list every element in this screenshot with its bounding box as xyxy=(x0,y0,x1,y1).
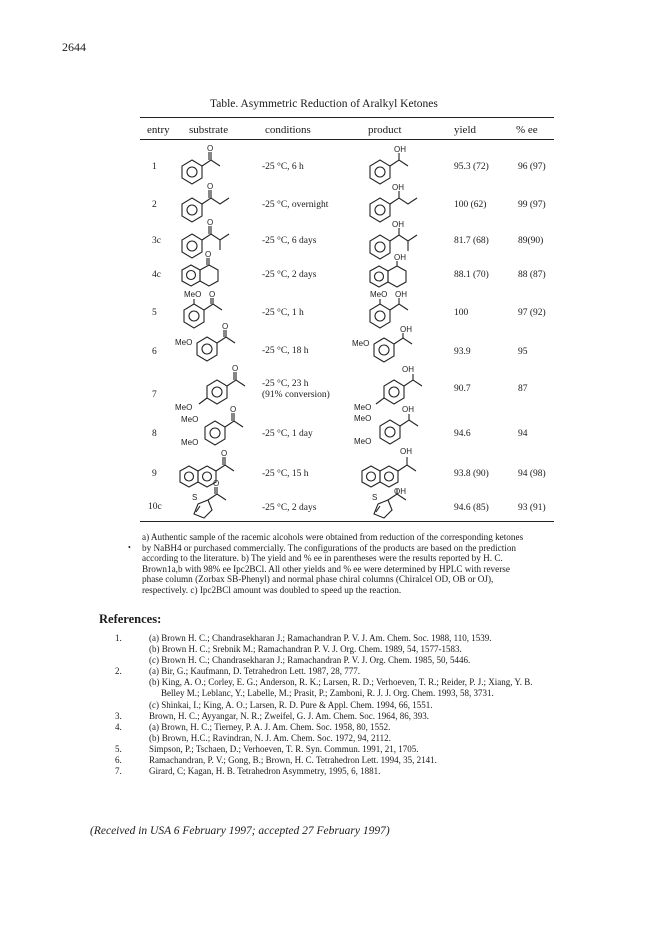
oh-label: OH xyxy=(392,183,404,192)
reference-line: (b) King, A. O.; Corley, E. G.; Anderson, R. K.; Larsen, R. D.; Verhoeven, T. R.; Reider, P. J.; Xiang, Y. B. xyxy=(149,677,533,688)
row2-ee: 99 (97) xyxy=(518,200,546,210)
header-entry: entry xyxy=(147,124,170,136)
substrate-structure-4 xyxy=(180,250,236,291)
footnote-line: respectively. c) Ipc2BCl amount was doubled to speed up the reaction. xyxy=(142,584,402,595)
row10-entry: 10c xyxy=(148,502,162,512)
oxo-label: O xyxy=(221,449,228,458)
row4-yield: 88.1 (70) xyxy=(454,270,489,280)
row8-ee: 94 xyxy=(518,429,528,439)
reference-number: 7. xyxy=(115,766,122,777)
row9-entry: 9 xyxy=(152,469,157,479)
meo-label: MeO xyxy=(354,403,372,412)
substrate-structure-6 xyxy=(175,322,253,363)
row6-ee: 95 xyxy=(518,347,528,357)
meo-label: MeO xyxy=(184,290,202,299)
row10-conditions: -25 °C, 2 days xyxy=(262,503,317,513)
oxo-label: O xyxy=(207,182,214,191)
oh-label: OH xyxy=(392,220,404,229)
meo-label: MeO xyxy=(175,338,193,347)
meo-label: MeO xyxy=(181,438,199,447)
reference-line: Simpson, P.; Tschaen, D.; Verhoeven, T. R. Syn. Commun. 1991, 21, 1705. xyxy=(149,743,419,754)
substrate-structure-10 xyxy=(188,479,248,522)
row7-ee: 87 xyxy=(518,384,528,394)
oh-label: OH xyxy=(400,447,412,456)
header-ee: % ee xyxy=(516,124,538,136)
oh-label: OH xyxy=(402,365,414,374)
reference-number: 5. xyxy=(115,743,122,754)
oh-label: OH xyxy=(394,487,406,496)
meo-label: MeO xyxy=(352,339,370,348)
reference-number: 4. xyxy=(115,721,122,732)
row1-yield: 95.3 (72) xyxy=(454,162,489,172)
header-product: product xyxy=(368,124,402,136)
product-structure-6 xyxy=(352,326,432,364)
header-conditions: conditions xyxy=(265,124,311,136)
table-top-rule xyxy=(140,117,554,118)
footnote-line: a) Authentic sample of the racemic alcohols were obtained from reduction of the corresponding ketones xyxy=(142,532,524,542)
substrate-structure-2 xyxy=(178,182,242,222)
oh-label: OH xyxy=(400,325,412,334)
reference-line: (b) Brown H. C.; Srebnik M.; Ramachandran P. V. J. Org. Chem. 1989, 54, 1577-1583. xyxy=(149,644,462,655)
meo-label: MeO xyxy=(370,290,388,299)
reference-line: (a) Brown, H. C.; Tierney, P. A. J. Am. Chem. Soc. 1958, 80, 1552. xyxy=(149,721,391,732)
row3-yield: 81.7 (68) xyxy=(454,236,489,246)
row5-conditions: -25 °C, 1 h xyxy=(262,308,304,318)
oh-label: OH xyxy=(394,145,406,154)
product-structure-8 xyxy=(354,406,434,452)
row1-entry: 1 xyxy=(152,162,157,172)
oxo-label: O xyxy=(207,144,214,153)
row3-entry: 3c xyxy=(152,236,161,246)
row7-conditions: -25 °C, 23 h xyxy=(262,379,309,389)
row6-entry: 6 xyxy=(152,347,157,357)
oxo-label: O xyxy=(232,364,239,373)
oxo-label: O xyxy=(207,218,214,227)
row7-entry: 7 xyxy=(152,390,157,400)
row8-conditions: -25 °C, 1 day xyxy=(262,429,313,439)
s-label: S xyxy=(372,493,378,502)
substrate-structure-7 xyxy=(175,364,255,412)
reference-item xyxy=(115,633,635,666)
product-structure-10 xyxy=(368,486,428,522)
oh-label: OH xyxy=(395,290,407,299)
row5-entry: 5 xyxy=(152,308,157,318)
row9-ee: 94 (98) xyxy=(518,469,546,479)
reference-number: 1. xyxy=(115,633,122,643)
reference-item xyxy=(115,666,635,710)
row2-conditions: -25 °C, overnight xyxy=(262,200,329,210)
product-structure-1 xyxy=(366,146,426,184)
row9-yield: 93.8 (90) xyxy=(454,469,489,479)
reference-line: Brown, H. C.; Ayyangar, N. R.; Zweifel, G. J. Am. Chem. Soc. 1964, 86, 393. xyxy=(149,710,430,721)
substrate-structure-5 xyxy=(180,288,244,328)
meo-label: MeO xyxy=(175,403,193,412)
references-heading: References: xyxy=(99,612,162,626)
oxo-label: O xyxy=(230,405,237,414)
reference-number: 2. xyxy=(115,666,122,677)
table-header-rule xyxy=(140,139,554,140)
row7-conditions-note: (91% conversion) xyxy=(262,390,330,400)
reference-number: 3. xyxy=(115,710,122,721)
row8-entry: 8 xyxy=(152,429,157,439)
reference-line: Belley M.; Leblanc, Y.; Labelle, M.; Prasit, P.; Zamboni, R. J. J. Org. Chem. 1993, 58, 3731. xyxy=(161,688,494,699)
header-yield: yield xyxy=(454,124,476,136)
reference-line: Ramachandran, P. V.; Gong, B.; Brown, H. C. Tetrahedron Lett. 1994, 35, 2141. xyxy=(149,755,437,766)
reference-line: (a) Bir, G.; Kaufmann, D. Tetrahedron Lett. 1987, 28, 777. xyxy=(149,666,361,677)
oh-label: OH xyxy=(394,253,406,262)
product-structure-9 xyxy=(360,448,440,488)
footnote-line: Brown1a,b with 98% ee Ipc2BCl. All other yields and % ee were determined by HPLC with reverse xyxy=(142,563,510,574)
product-structure-4 xyxy=(368,253,424,292)
meo-label: MeO xyxy=(354,414,372,423)
substrate-structure-1 xyxy=(178,144,238,184)
row4-conditions: -25 °C, 2 days xyxy=(262,270,317,280)
oxo-label: O xyxy=(205,250,212,259)
footnote-line: by NaBH4 or purchased commercially. The configurations of the products are based on the prediction xyxy=(142,542,517,553)
reference-line: (b) Brown, H.C.; Ravindran, N. J. Am. Chem. Soc. 1972, 94, 2112. xyxy=(149,732,391,743)
header-substrate: substrate xyxy=(189,124,229,136)
reference-line: (a) Brown H. C.; Chandrasekharan J.; Ramachandran P. V. J. Am. Chem. Soc. 1988, 110, 1539. xyxy=(149,633,492,643)
row8-yield: 94.6 xyxy=(454,429,471,439)
row4-ee: 88 (87) xyxy=(518,270,546,280)
row6-conditions: -25 °C, 18 h xyxy=(262,346,309,356)
reference-item xyxy=(115,744,635,755)
reference-item xyxy=(115,755,635,766)
s-label: S xyxy=(192,493,198,502)
table-caption: Table. Asymmetric Reduction of Aralkyl Ketones xyxy=(210,98,438,110)
meo-label: MeO xyxy=(181,415,199,424)
row3-conditions: -25 °C, 6 days xyxy=(262,236,317,246)
row9-conditions: -25 °C, 15 h xyxy=(262,469,309,479)
row10-ee: 93 (91) xyxy=(518,503,546,513)
row2-entry: 2 xyxy=(152,200,157,210)
stray-bullet: • xyxy=(128,543,131,552)
row1-ee: 96 (97) xyxy=(518,162,546,172)
row1-conditions: -25 °C, 6 h xyxy=(262,162,304,172)
substrate-structure-8 xyxy=(175,405,253,453)
row10-yield: 94.6 (85) xyxy=(454,503,489,513)
row3-ee: 89(90) xyxy=(518,236,544,246)
oxo-label: O xyxy=(209,290,216,299)
reference-line: Girard, C; Kagan, H. B. Tetrahedron Asymmetry, 1995, 6, 1881. xyxy=(149,766,381,777)
table-footnotes xyxy=(142,532,552,596)
footnote-line: according to the literature. b) The yield and % ee in parentheses were the results reported by H. C. xyxy=(142,553,503,564)
oxo-label: O xyxy=(222,322,229,331)
row7-yield: 90.7 xyxy=(454,384,471,394)
received-date: (Received in USA 6 February 1997; accepted 27 February 1997) xyxy=(90,825,390,837)
oh-label: OH xyxy=(402,405,414,414)
row5-ee: 97 (92) xyxy=(518,308,546,318)
footnote-line: phase column (Zorbax SB-Phenyl) and normal phase chiral columns (Chiralcel OD, OB or OJ), xyxy=(142,574,494,585)
row4-entry: 4c xyxy=(152,270,161,280)
reference-line: (c) Shinkai, I.; King, A. O.; Larsen, R. D. Pure & Appl. Chem. 1994, 66, 1551. xyxy=(149,699,433,710)
reference-item xyxy=(115,722,635,744)
reference-number: 6. xyxy=(115,755,122,766)
references-list xyxy=(115,633,635,777)
reference-item xyxy=(115,766,635,777)
page-number: 2644 xyxy=(62,40,86,54)
meo-label: MeO xyxy=(354,437,372,446)
reference-item xyxy=(115,711,635,722)
oxo-label: O xyxy=(213,479,220,488)
product-structure-2 xyxy=(366,184,430,222)
row5-yield: 100 xyxy=(454,308,469,318)
product-structure-5 xyxy=(366,288,430,328)
reference-line: (c) Brown H. C.; Chandrasekharan J.; Ramachandran P. V. J. Org. Chem. 1985, 50, 5446. xyxy=(149,655,471,666)
row2-yield: 100 (62) xyxy=(454,200,487,210)
row6-yield: 93.9 xyxy=(454,347,471,357)
